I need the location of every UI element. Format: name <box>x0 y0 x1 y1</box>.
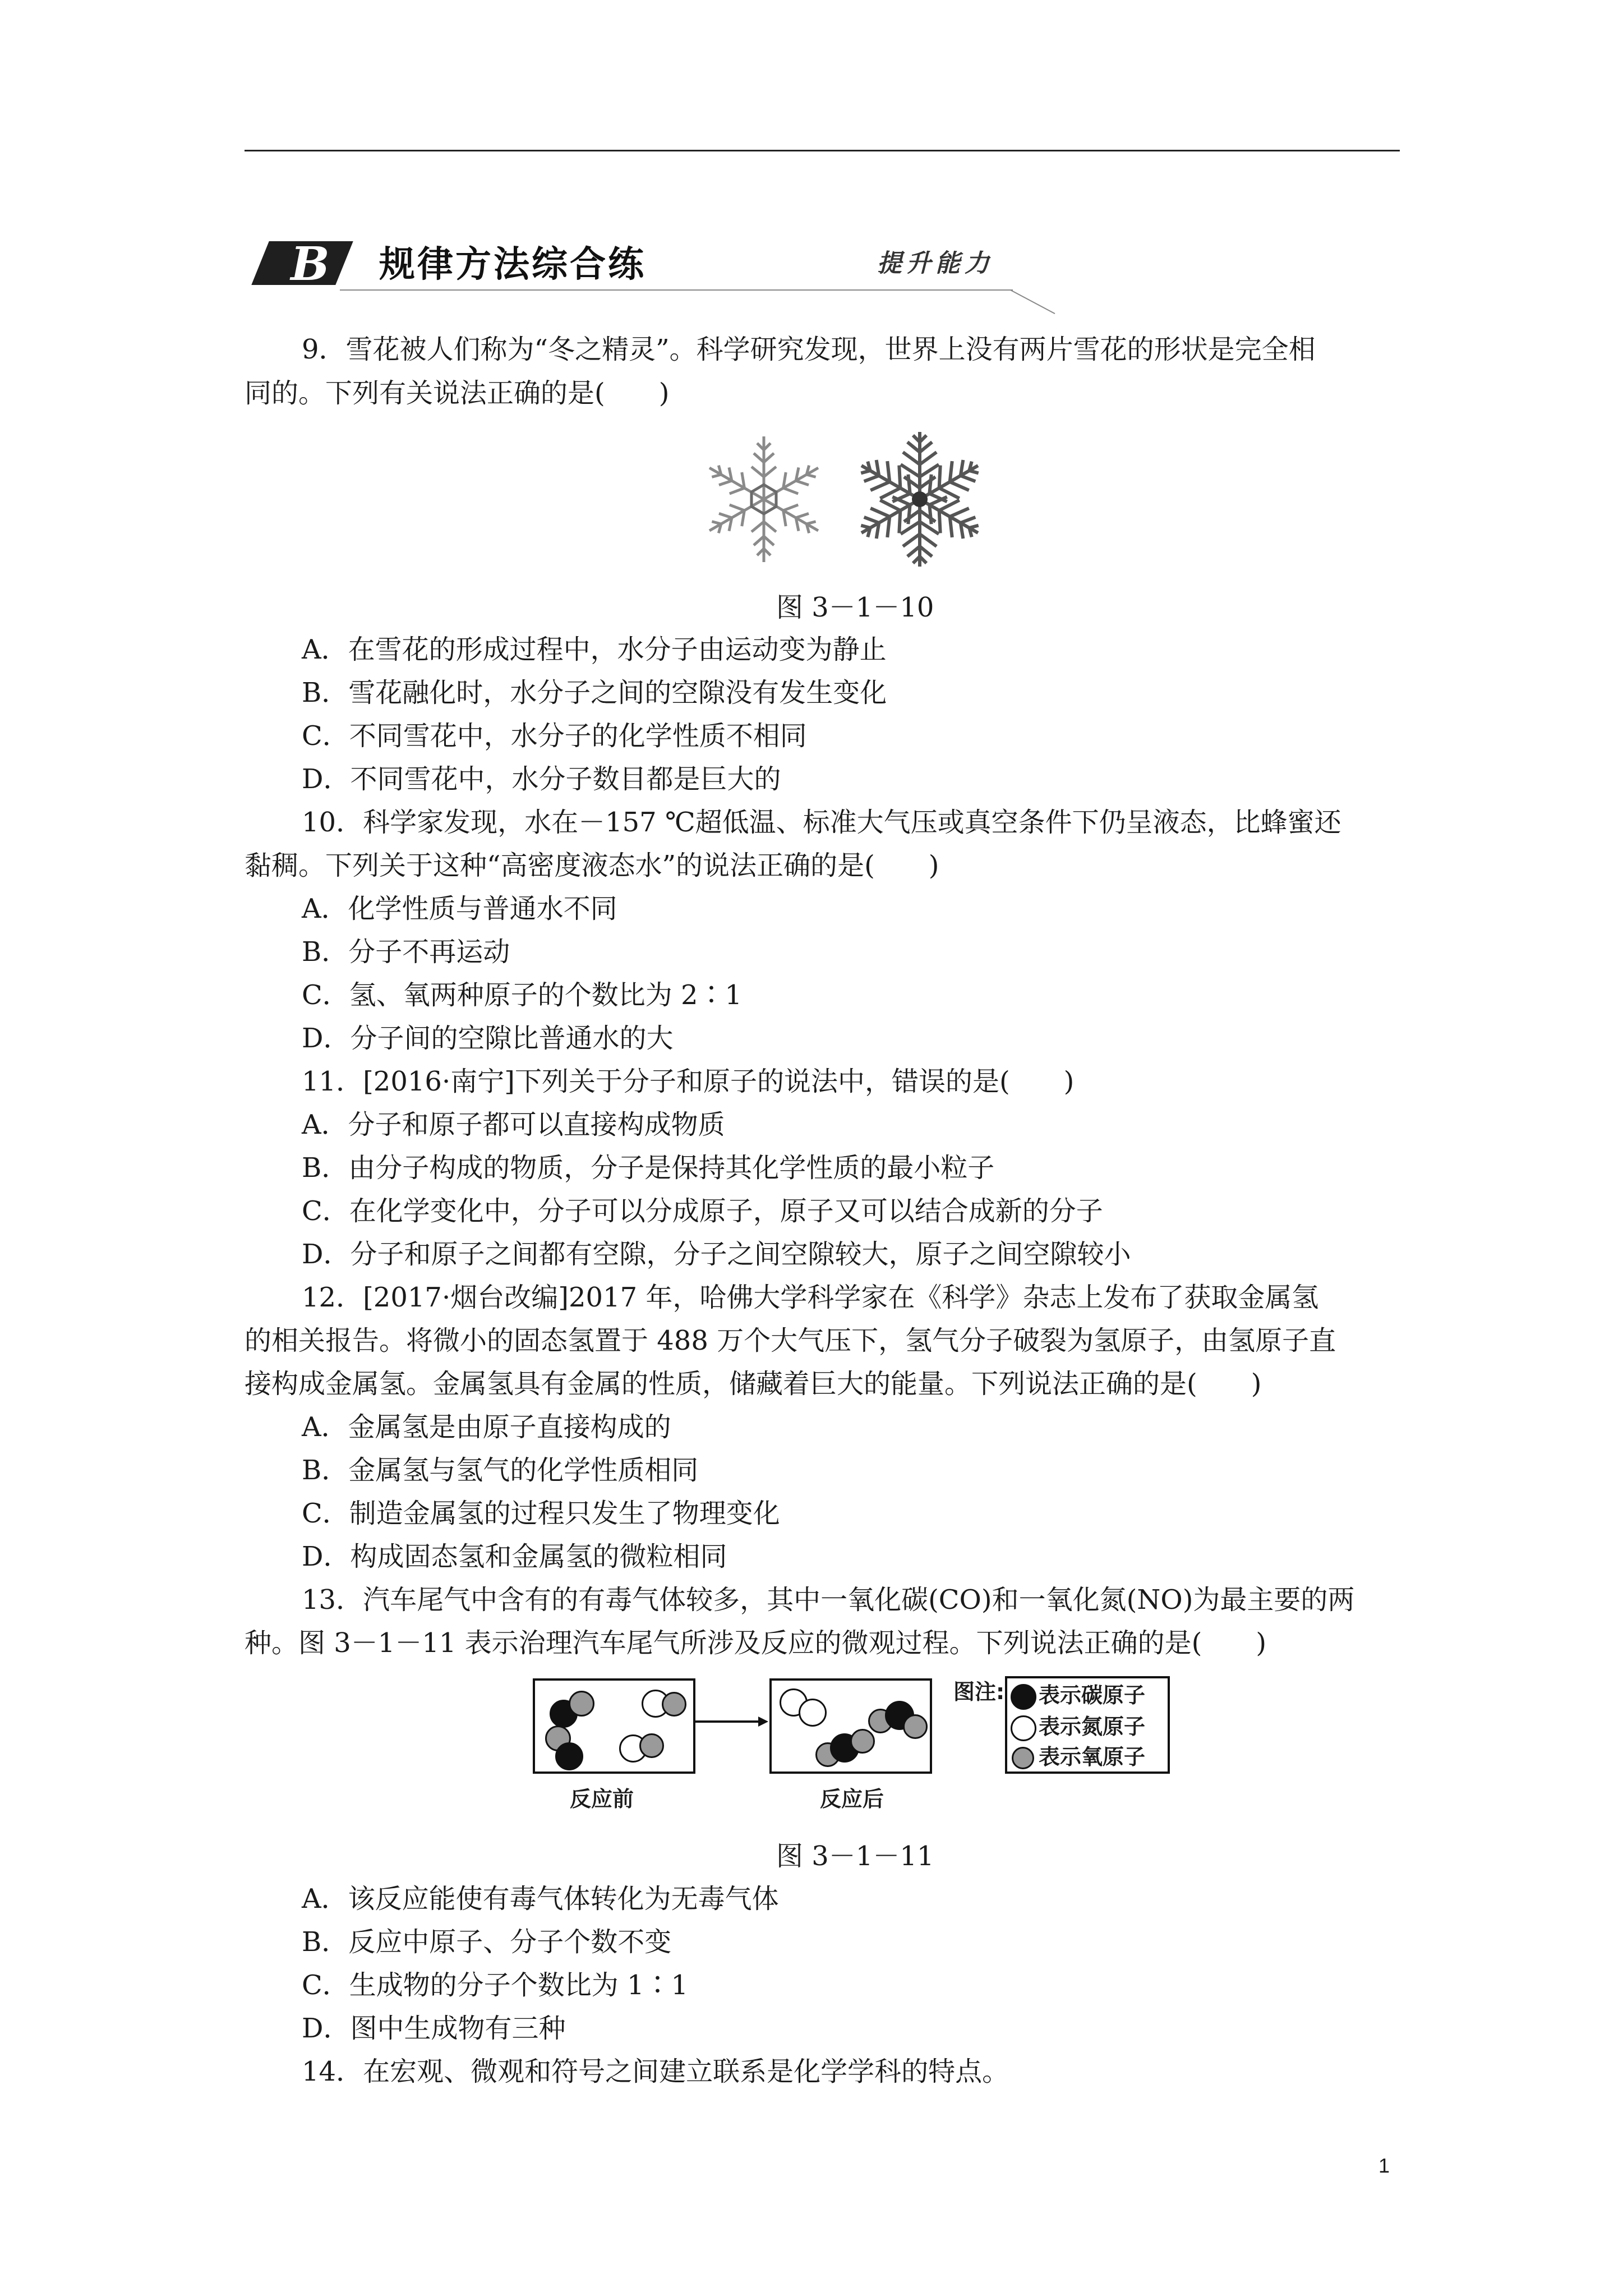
q11-option-d: D．分子和原子之间都有空隙，分子之间空隙较大，原子之间空隙较小 <box>302 1239 1131 1270</box>
legend-nitrogen-swatch <box>1011 1715 1036 1741</box>
q11-option-a: A．分子和原子都可以直接构成物质 <box>302 1109 725 1140</box>
q12-option-d: D．构成固态氢和金属氢的微粒相同 <box>302 1541 727 1572</box>
oxygen-atom <box>850 1729 875 1754</box>
legend-carbon-swatch <box>1011 1684 1036 1710</box>
snowflake-figure <box>701 426 1004 572</box>
q9-option-d: D．不同雪花中，水分子数目都是巨大的 <box>302 763 781 795</box>
q12-stem-line1: 12．[2017·烟台改编]2017 年，哈佛大学科学家在《科学》杂志上发布了获取金属氢 <box>302 1282 1319 1313</box>
oxygen-atom <box>569 1691 594 1717</box>
before-reaction-label: 反应前 <box>570 1787 634 1811</box>
legend-oxygen-swatch <box>1012 1747 1034 1769</box>
after-reaction-label: 反应后 <box>820 1787 884 1811</box>
q13-option-b: B．反应中原子、分子个数不变 <box>302 1926 672 1958</box>
q12-stem-line2: 的相关报告。将微小的固态氢置于 488 万个大气压下，氢气分子破裂为氢原子，由氢原子直 <box>245 1325 1336 1356</box>
legend-oxygen-label: 表示氧原子 <box>1039 1745 1146 1769</box>
badge-letter: B <box>291 237 330 291</box>
q9-stem-line2: 同的。下列有关说法正确的是( ) <box>245 378 670 409</box>
banner-underline-tail <box>1010 289 1055 314</box>
q12-option-c: C．制造金属氢的过程只发生了物理变化 <box>302 1498 780 1529</box>
q13-stem-line2: 种。图 3－1－11 表示治理汽车尾气所涉及反应的微观过程。下列说法正确的是( ) <box>245 1627 1267 1659</box>
q12-option-b: B．金属氢与氢气的化学性质相同 <box>302 1455 699 1486</box>
q11-option-b: B．由分子构成的物质，分子是保持其化学性质的最小粒子 <box>302 1152 995 1184</box>
q12-stem-line3: 接构成金属氢。金属氢具有金属的性质，储藏着巨大的能量。下列说法正确的是( ) <box>245 1368 1262 1400</box>
q10-option-a: A．化学性质与普通水不同 <box>302 893 617 924</box>
q10-stem-line2: 黏稠。下列关于这种“高密度液态水”的说法正确的是( ) <box>245 850 939 881</box>
legend-title: 图注: <box>953 1680 1005 1704</box>
nitrogen-atom <box>799 1699 827 1727</box>
q9-stem-line1: 9．雪花被人们称为“冬之精灵”。科学研究发现，世界上没有两片雪花的形状是完全相 <box>302 334 1316 365</box>
legend-nitrogen-label: 表示氮原子 <box>1039 1714 1146 1739</box>
oxygen-atom <box>903 1714 928 1739</box>
q14-stem: 14．在宏观、微观和符号之间建立联系是化学学科的特点。 <box>302 2056 1009 2087</box>
reaction-arrow <box>694 1713 769 1730</box>
q13-stem-line1: 13．汽车尾气中含有的有毒气体较多，其中一氧化碳(CO)和一氧化氮(NO)为最主要的两 <box>302 1584 1355 1616</box>
q9-option-c: C．不同雪花中，水分子的化学性质不相同 <box>302 720 807 752</box>
q12-option-a: A．金属氢是由原子直接构成的 <box>302 1411 671 1443</box>
q10-option-d: D．分子间的空隙比普通水的大 <box>302 1023 674 1054</box>
q10-stem-line1: 10．科学家发现，水在－157 ℃超低温、标准大气压或真空条件下仍呈液态，比蜂蜜还 <box>302 807 1341 838</box>
oxygen-atom <box>639 1733 664 1758</box>
q13-option-d: D．图中生成物有三种 <box>302 2013 566 2044</box>
q10-option-b: B．分子不再运动 <box>302 936 510 968</box>
after-reaction-box <box>769 1678 932 1774</box>
carbon-atom <box>555 1742 583 1770</box>
header-rule <box>245 150 1400 151</box>
section-banner <box>256 231 1069 310</box>
q11-option-c: C．在化学变化中，分子可以分成原子，原子又可以结合成新的分子 <box>302 1195 1103 1227</box>
figure-3-1-10-caption: 图 3－1－10 <box>776 592 934 623</box>
q13-option-a: A．该反应能使有毒气体转化为无毒气体 <box>302 1883 779 1915</box>
before-reaction-box <box>533 1678 695 1774</box>
legend-box <box>1005 1676 1170 1774</box>
section-title: 规律方法综合练 <box>379 244 646 286</box>
snowflake-right <box>852 432 988 567</box>
page-number: 1 <box>1378 2154 1390 2177</box>
oxygen-atom <box>662 1692 686 1717</box>
q11-stem: 11．[2016·南宁]下列关于分子和原子的说法中，错误的是( ) <box>302 1066 1075 1097</box>
q10-option-c: C．氢、氧两种原子的个数比为 2∶1 <box>302 979 743 1011</box>
q13-option-c: C．生成物的分子个数比为 1∶1 <box>302 1970 689 2001</box>
figure-3-1-11-caption: 图 3－1－11 <box>776 1841 934 1872</box>
banner-underline <box>340 289 1013 291</box>
q9-option-b: B．雪花融化时，水分子之间的空隙没有发生变化 <box>302 677 887 708</box>
section-subtitle: 提升能力 <box>877 249 994 278</box>
q9-option-a: A．在雪花的形成过程中，水分子由运动变为静止 <box>302 634 887 665</box>
legend-carbon-label: 表示碳原子 <box>1039 1683 1146 1708</box>
snowflake-left <box>703 436 824 562</box>
